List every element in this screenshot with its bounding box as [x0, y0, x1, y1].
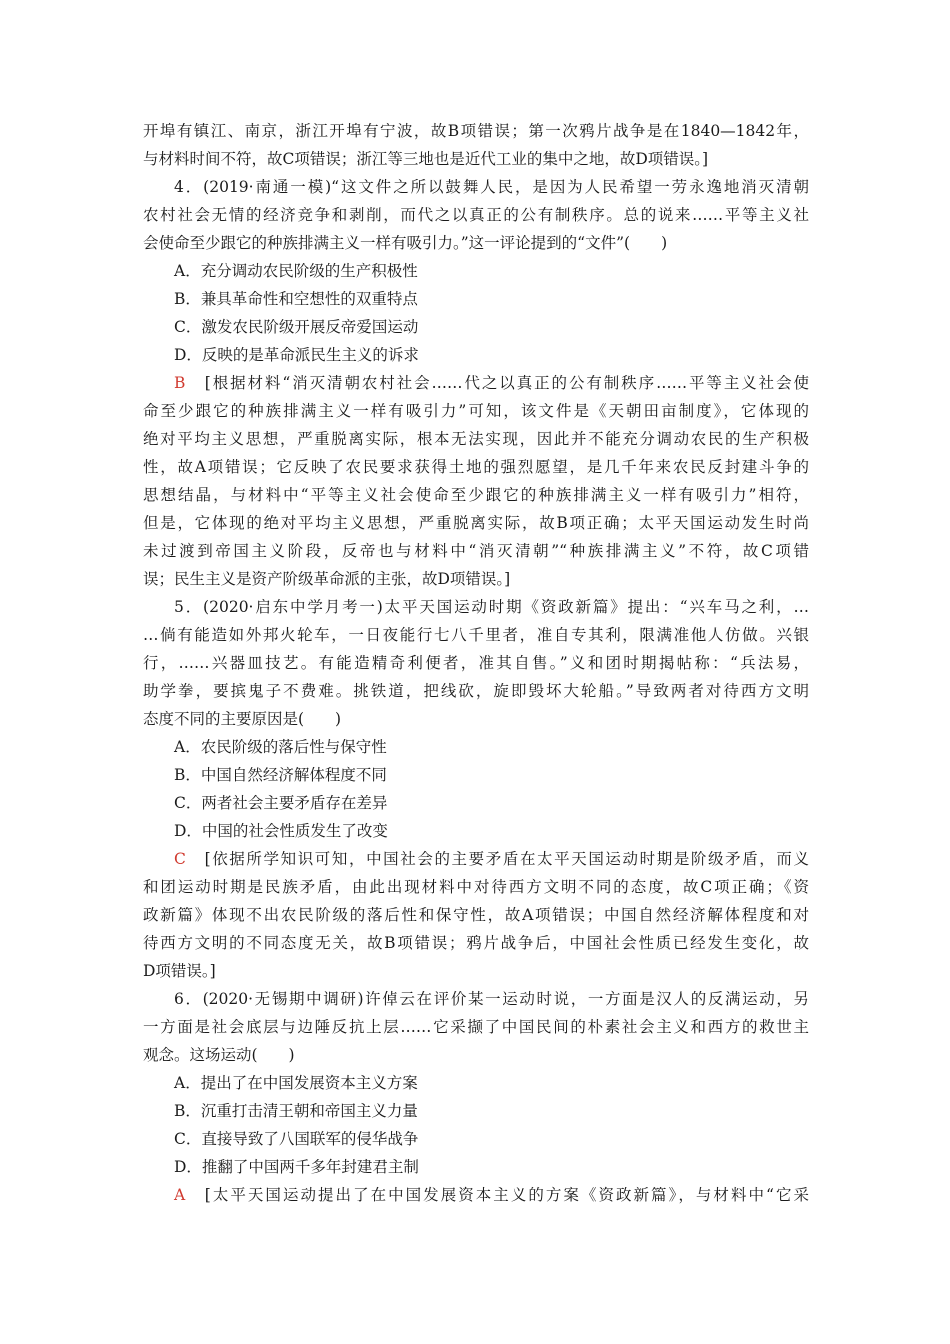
option-c: C．直接导致了八国联军的侵华战争 [174, 1130, 419, 1148]
question-stem-line: 5．(2020·启东中学月考一)太平天国运动时期《资政新篇》提出：“兴车马之利，… [174, 598, 809, 616]
option-a: A．提出了在中国发展资本主义方案 [174, 1074, 418, 1092]
explanation-line: 误；民生主义是资产阶级革命派的主张，故D项错误。] [143, 570, 511, 588]
document-page [143, 117, 809, 1209]
option-d: D．中国的社会性质发生了改变 [174, 822, 388, 840]
explanation-text: [太平天国运动提出了在中国发展资本主义的方案《资政新篇》，与材料中“它采 [185, 1186, 809, 1204]
explanation-line: 命至少跟它的种族排满主义一样有吸引力”可知，该文件是《天朝田亩制度》，它体现的 [143, 402, 809, 420]
answer-line [143, 1181, 809, 1209]
option-a: A．充分调动农民阶级的生产积极性 [174, 262, 418, 280]
question-stem-line: 一方面是社会底层与边陲反抗上层……它采撷了中国民间的朴素社会主义和西方的救世主 [143, 1018, 809, 1036]
answer-letter: C [174, 850, 186, 868]
option-a: A．农民阶级的落后性与保守性 [174, 738, 387, 756]
option-b: B．沉重打击清王朝和帝国主义力量 [174, 1102, 418, 1120]
explanation-line: 政新篇》体现不出农民阶级的落后性和保守性，故A项错误；中国自然经济解体程度和对 [143, 906, 809, 924]
explanation-text: [依据所学知识可知，中国社会的主要矛盾在太平天国运动时期是阶级矛盾，而义 [185, 850, 809, 868]
explanation-line: D项错误。] [143, 962, 216, 980]
option-b: B．中国自然经济解体程度不同 [174, 766, 387, 784]
explanation-line: 性，故A项错误；它反映了农民要求获得土地的强烈愿望，是几千年来农民反封建斗争的 [143, 458, 809, 476]
option-c: C．两者社会主要矛盾存在差异 [174, 794, 388, 812]
text-line: 与材料时间不符，故C项错误；浙江等三地也是近代工业的集中之地，故D项错误。] [143, 150, 709, 168]
text-line: 开埠有镇江、南京，浙江开埠有宁波，故B项错误；第一次鸦片战争是在1840—1842年， [143, 122, 809, 140]
question-stem-line: 4．(2019·南通一模)“这文件之所以鼓舞人民，是因为人民希望一劳永逸地消灭清朝 [174, 178, 809, 196]
answer-line [143, 845, 809, 873]
explanation-line: 和团运动时期是民族矛盾，由此出现材料中对待西方文明不同的态度，故C项正确；《资 [143, 878, 809, 896]
explanation-line: 但是，它体现的绝对平均主义思想，严重脱离实际，故B项正确；太平天国运动发生时尚 [143, 514, 809, 532]
explanation-line: 绝对平均主义思想，严重脱离实际，根本无法实现，因此并不能充分调动农民的生产积极 [143, 430, 809, 448]
question-stem-line: 农村社会无情的经济竞争和剥削，而代之以真正的公有制秩序。总的说来……平等主义社 [143, 206, 809, 224]
option-d: D．推翻了中国两千多年封建君主制 [174, 1158, 419, 1176]
question-5 [143, 593, 809, 985]
question-stem-line: 行，……兴器皿技艺。有能造精奇利便者，准其自售。”义和团时期揭帖称：“兵法易， [143, 654, 809, 672]
option-b: B．兼具革命性和空想性的双重特点 [174, 290, 418, 308]
question-stem-line: 观念。这场运动( ) [143, 1046, 295, 1064]
option-c: C．激发农民阶级开展反帝爱国运动 [174, 318, 419, 336]
explanation-line: 未过渡到帝国主义阶段，反帝也与材料中“消灭清朝”“种族排满主义”不符，故C项错 [143, 542, 809, 560]
explanation-line: 思想结晶，与材料中“平等主义社会使命至少跟它的种族排满主义一样有吸引力”相符， [143, 486, 809, 504]
prev-answer-explanation [143, 117, 809, 173]
explanation-line: 待西方文明的不同态度无关，故B项错误；鸦片战争后，中国社会性质已经发生变化，故 [143, 934, 809, 952]
question-stem-line: 态度不同的主要原因是( ) [143, 710, 342, 728]
question-stem-line: 助学拳，要摈鬼子不费难。挑铁道，把线砍，旋即毁坏大轮船。”导致两者对待西方文明 [143, 682, 809, 700]
explanation-text: [根据材料“消灭清朝农村社会……代之以真正的公有制秩序……平等主义社会使 [185, 374, 809, 392]
option-d: D．反映的是革命派民生主义的诉求 [174, 346, 419, 364]
question-stem-line: …倘有能造如外邦火轮车，一日夜能行七八千里者，准自专其利，限满准他人仿做。兴银 [143, 626, 809, 644]
answer-letter: A [174, 1186, 186, 1204]
question-stem-line: 会使命至少跟它的种族排满主义一样有吸引力。”这一评论提到的“文件”( ) [143, 234, 668, 252]
question-stem-line: 6．(2020·无锡期中调研)许倬云在评价某一运动时说，一方面是汉人的反满运动，另 [174, 990, 809, 1008]
question-4 [143, 173, 809, 593]
answer-line [143, 369, 809, 397]
question-6 [143, 985, 809, 1209]
answer-letter: B [174, 374, 186, 392]
